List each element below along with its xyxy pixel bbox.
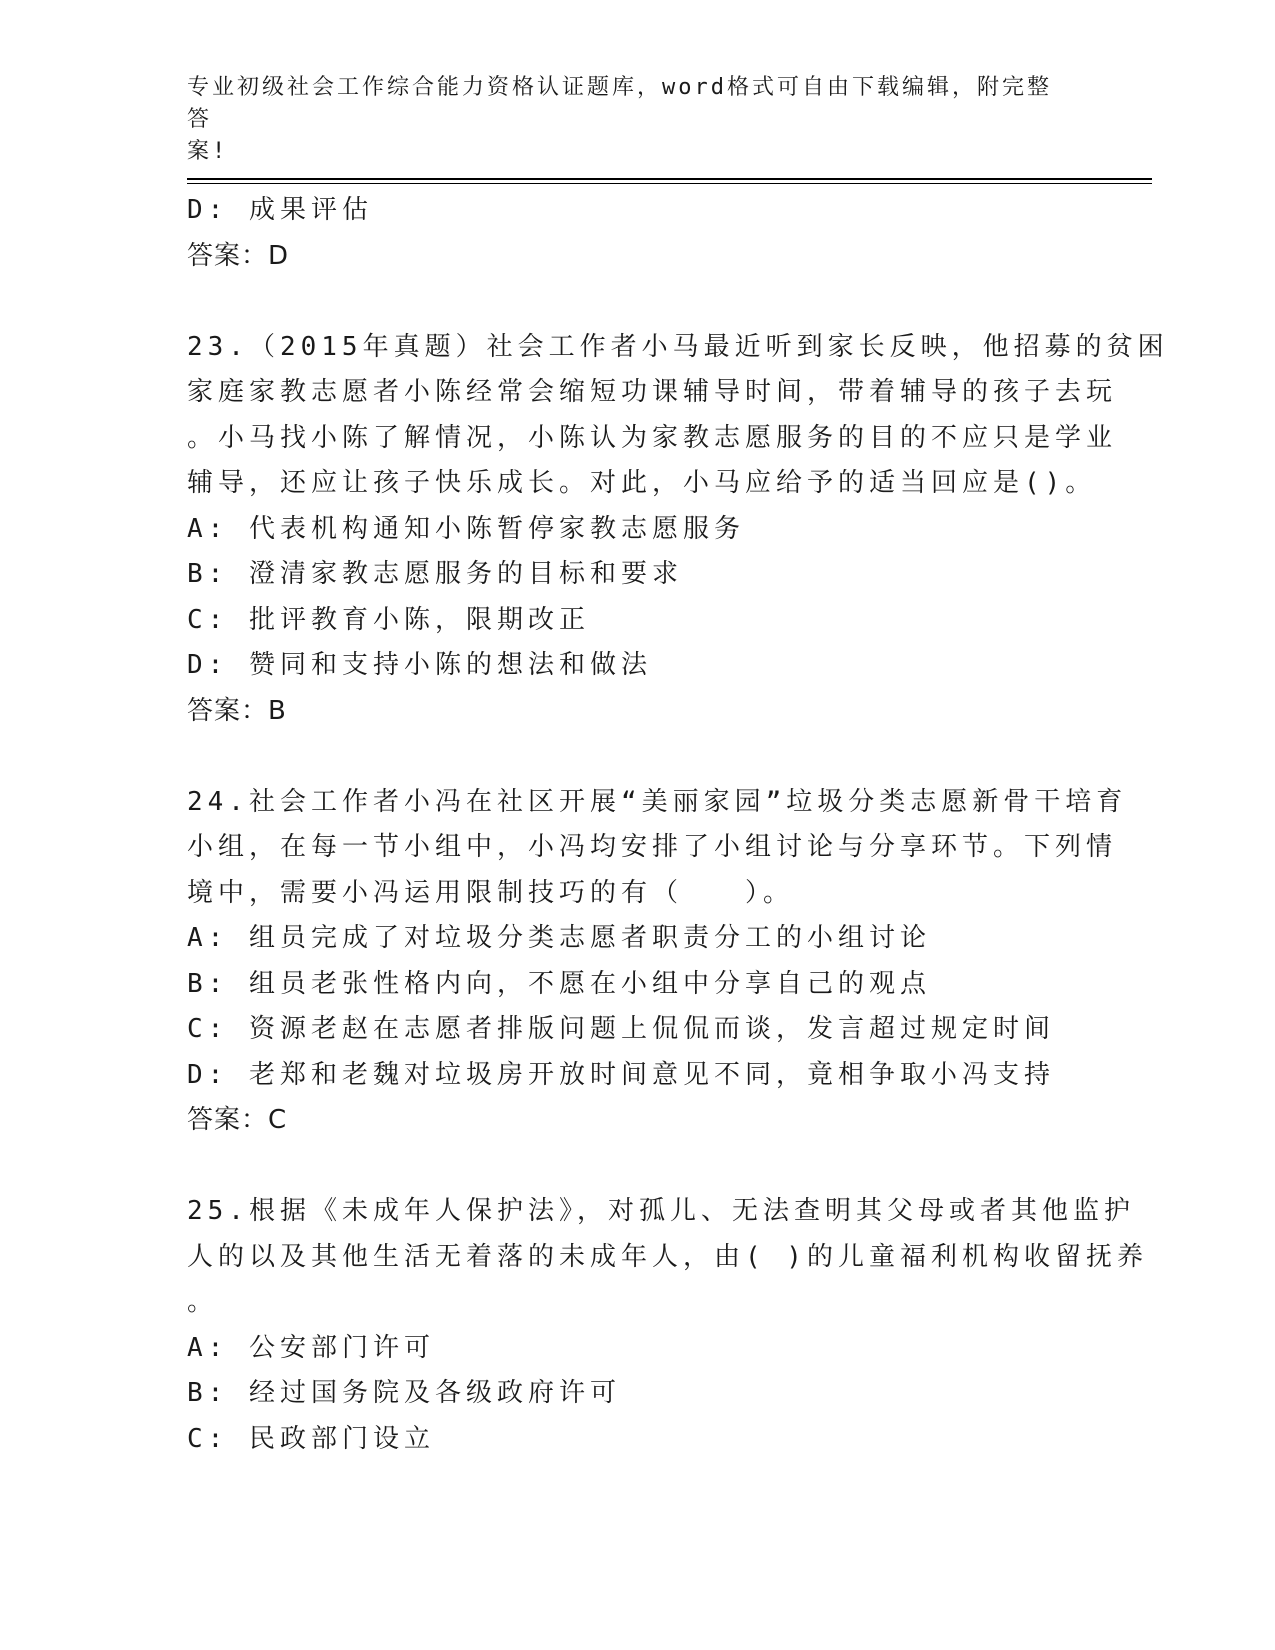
header-line-2: 案! — [187, 139, 229, 164]
question-24-line: 24.社会工作者小冯在社区开展“美丽家园”垃圾分类志愿新骨干培育 — [187, 786, 1128, 817]
question-content — [187, 188, 1169, 1462]
spacer — [187, 279, 1087, 325]
header-divider-thick — [187, 178, 1152, 180]
question-24-option-a: A: 组员完成了对垃圾分类志愿者职责分工的小组讨论 — [187, 923, 931, 953]
question-24 — [187, 780, 1128, 1144]
spacer — [187, 1144, 1087, 1190]
question-24-line: 境中，需要小冯运用限制技巧的有（ ）。 — [187, 877, 795, 908]
prev-option-d: D: 成果评估 — [187, 195, 373, 225]
question-23-option-a: A: 代表机构通知小陈暂停家教志愿服务 — [187, 513, 745, 544]
question-24-option-b: B: 组员老张性格内向，不愿在小组中分享自己的观点 — [187, 968, 931, 999]
question-23-line: 家庭家教志愿者小陈经常会缩短功课辅导时间，带着辅导的孩子去玩 — [187, 377, 1118, 407]
question-23-answer: 答案：B — [187, 695, 287, 726]
question-24-option-d: D: 老郑和老魏对垃圾房开放时间意见不同，竟相争取小冯支持 — [187, 1059, 1055, 1090]
question-23-option-d: D: 赞同和支持小陈的想法和做法 — [187, 650, 652, 680]
question-24-line: 小组，在每一节小组中，小冯均安排了小组讨论与分享环节。下列情 — [187, 832, 1118, 862]
question-23 — [187, 325, 1169, 735]
question-23-option-c: C: 批评教育小陈，限期改正 — [187, 604, 590, 635]
question-23-line: 。小马找小陈了解情况，小陈认为家教志愿服务的目的不应只是学业 — [187, 422, 1118, 453]
spacer — [187, 734, 1087, 780]
question-25 — [187, 1189, 1148, 1462]
question-23-line: 辅导，还应让孩子快乐成长。对此，小马应给予的适当回应是()。 — [187, 468, 1097, 498]
header-line-1: 专业初级社会工作综合能力资格认证题库，word格式可自由下载编辑，附完整答 — [187, 75, 1052, 132]
question-25-line: 人的以及其他生活无着落的未成年人，由( )的儿童福利机构收留抚养 — [187, 1241, 1148, 1272]
question-25-option-c: C: 民政部门设立 — [187, 1423, 435, 1454]
question-24-option-c: C: 资源老赵在志愿者排版问题上侃侃而谈，发言超过规定时间 — [187, 1014, 1055, 1044]
question-24-answer: 答案：C — [187, 1105, 288, 1135]
prev-answer: 答案：D — [187, 240, 290, 271]
question-23-option-b: B: 澄清家教志愿服务的目标和要求 — [187, 559, 683, 589]
question-23-line: 23.（2015年真题）社会工作者小马最近听到家长反映，他招募的贫困 — [187, 331, 1169, 362]
header-divider-thin — [187, 183, 1152, 184]
question-25-line: 25.根据《未成年人保护法》，对孤儿、无法查明其父母或者其他监护 — [187, 1196, 1135, 1226]
question-25-option-a: A: 公安部门许可 — [187, 1332, 435, 1363]
question-25-line: 。 — [187, 1287, 219, 1317]
question-25-option-b: B: 经过国务院及各级政府许可 — [187, 1378, 621, 1408]
document-header — [187, 72, 1067, 168]
